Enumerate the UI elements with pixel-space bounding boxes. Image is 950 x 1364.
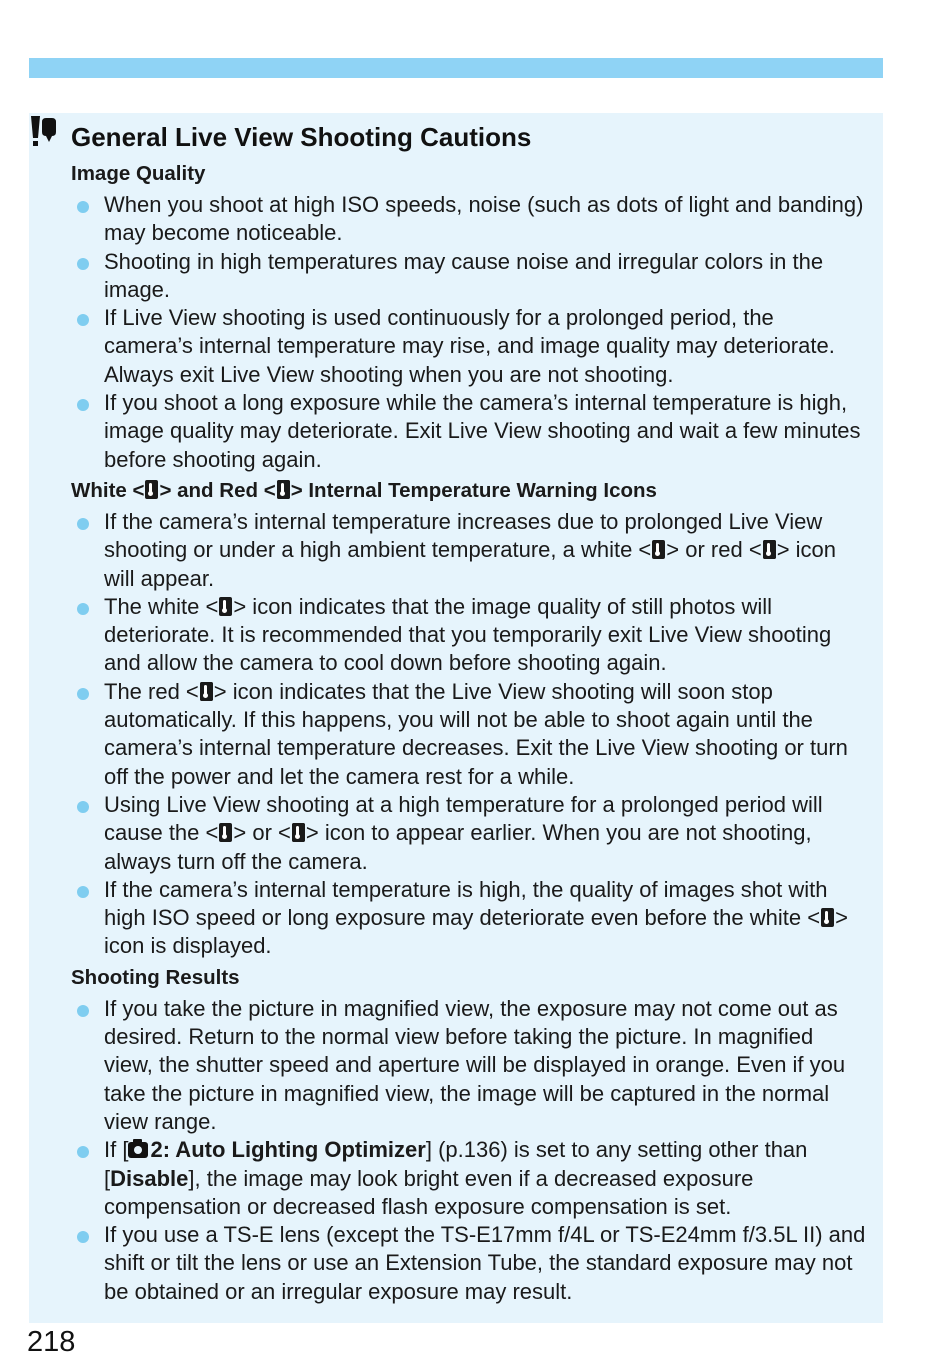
list-item: The red < > icon indicates that the Live View shooting will soon stop automatically. If this happens, you will not be able to shoot again until the camera’s internal temperature decreases. Exit the Live View shooting or turn off the power and let the camera rest for a while. [71,678,866,791]
bullet-dot [77,1146,89,1158]
bullet-dot [77,688,89,700]
bullet-dot [77,399,89,411]
white-thermometer-icon [219,597,232,616]
subheading-shooting-results: Shooting Results [71,965,240,989]
bullet-list-image-quality [71,191,866,474]
page-number: 218 [27,1326,76,1358]
top-accent-bar [29,58,883,78]
red-thermometer-icon [763,540,776,559]
white-thermometer-icon [652,540,665,559]
list-item: If the camera’s internal temperature increases due to prolonged Live View shooting or under a high ambient temperature, a white < > or red < > icon will appear. [71,508,866,593]
white-thermometer-icon [821,908,834,927]
caution-icon [27,114,57,150]
list-item: If the camera’s internal temperature is high, the quality of images shot with high ISO speed or long exposure may deteriorate even before the white < > icon is displayed. [71,876,866,961]
camera-menu-icon [128,1142,148,1158]
list-item: When you shoot at high ISO speeds, noise (such as dots of light and banding) may become noticeable. [71,191,866,248]
bullet-dot [77,314,89,326]
list-item: If you use a TS-E lens (except the TS-E17mm f/4L or TS-E24mm f/3.5L II) and shift or tilt the lens or use an Extension Tube, the standard exposure may not be obtained or an irregular exposure may result. [71,1221,866,1306]
bullet-dot [77,801,89,813]
section-heading: General Live View Shooting Cautions [71,122,532,152]
bullet-dot [77,1005,89,1017]
list-item: If you shoot a long exposure while the camera’s internal temperature is high, image quality may deteriorate. Exit Live View shooting and wait a few minutes before shooting again. [71,389,866,474]
red-thermometer-icon [200,682,213,701]
red-thermometer-icon [277,480,290,499]
subheading-image-quality: Image Quality [71,162,206,185]
list-item: Using Live View shooting at a high temperature for a prolonged period will cause the < > or < > icon to appear earlier. When you are not shooting, always turn off the camera. [71,791,866,876]
subheading-temperature-warning: White < > and Red < > Internal Temperature Warning Icons [71,478,657,502]
bullet-list-temperature [71,508,866,961]
bullet-dot [77,603,89,615]
bullet-dot [77,258,89,270]
white-thermometer-icon [145,480,158,499]
content [71,160,866,1309]
list-item: Shooting in high temperatures may cause noise and irregular colors in the image. [71,248,866,305]
bullet-dot [77,518,89,530]
bullet-dot [77,201,89,213]
bullet-list-shooting-results [71,995,866,1306]
white-thermometer-icon [219,823,232,842]
bullet-dot [77,886,89,898]
list-item: The white < > icon indicates that the image quality of still photos will deteriorate. It is recommended that you temporarily exit Live View shooting and allow the camera to cool down before shooting again. [71,593,866,678]
list-item: If you take the picture in magnified view, the exposure may not come out as desired. Return to the normal view before taking the picture. In magnified view, the shutter speed and aperture will be displayed in orange. Even if you take the picture in magnified view, the image will be captured in the normal view range. [71,995,866,1136]
bullet-dot [77,1231,89,1243]
list-item: If [ 2: Auto Lighting Optimizer] (p.136) is set to any setting other than [Disable], the image may look bright even if a decreased exposure compensation or decreased flash exposure compensation is set. [71,1136,866,1221]
red-thermometer-icon [292,823,305,842]
list-item: If Live View shooting is used continuously for a prolonged period, the camera’s internal temperature may rise, and image quality may deteriorate. Always exit Live View shooting when you are not shooting. [71,304,866,389]
